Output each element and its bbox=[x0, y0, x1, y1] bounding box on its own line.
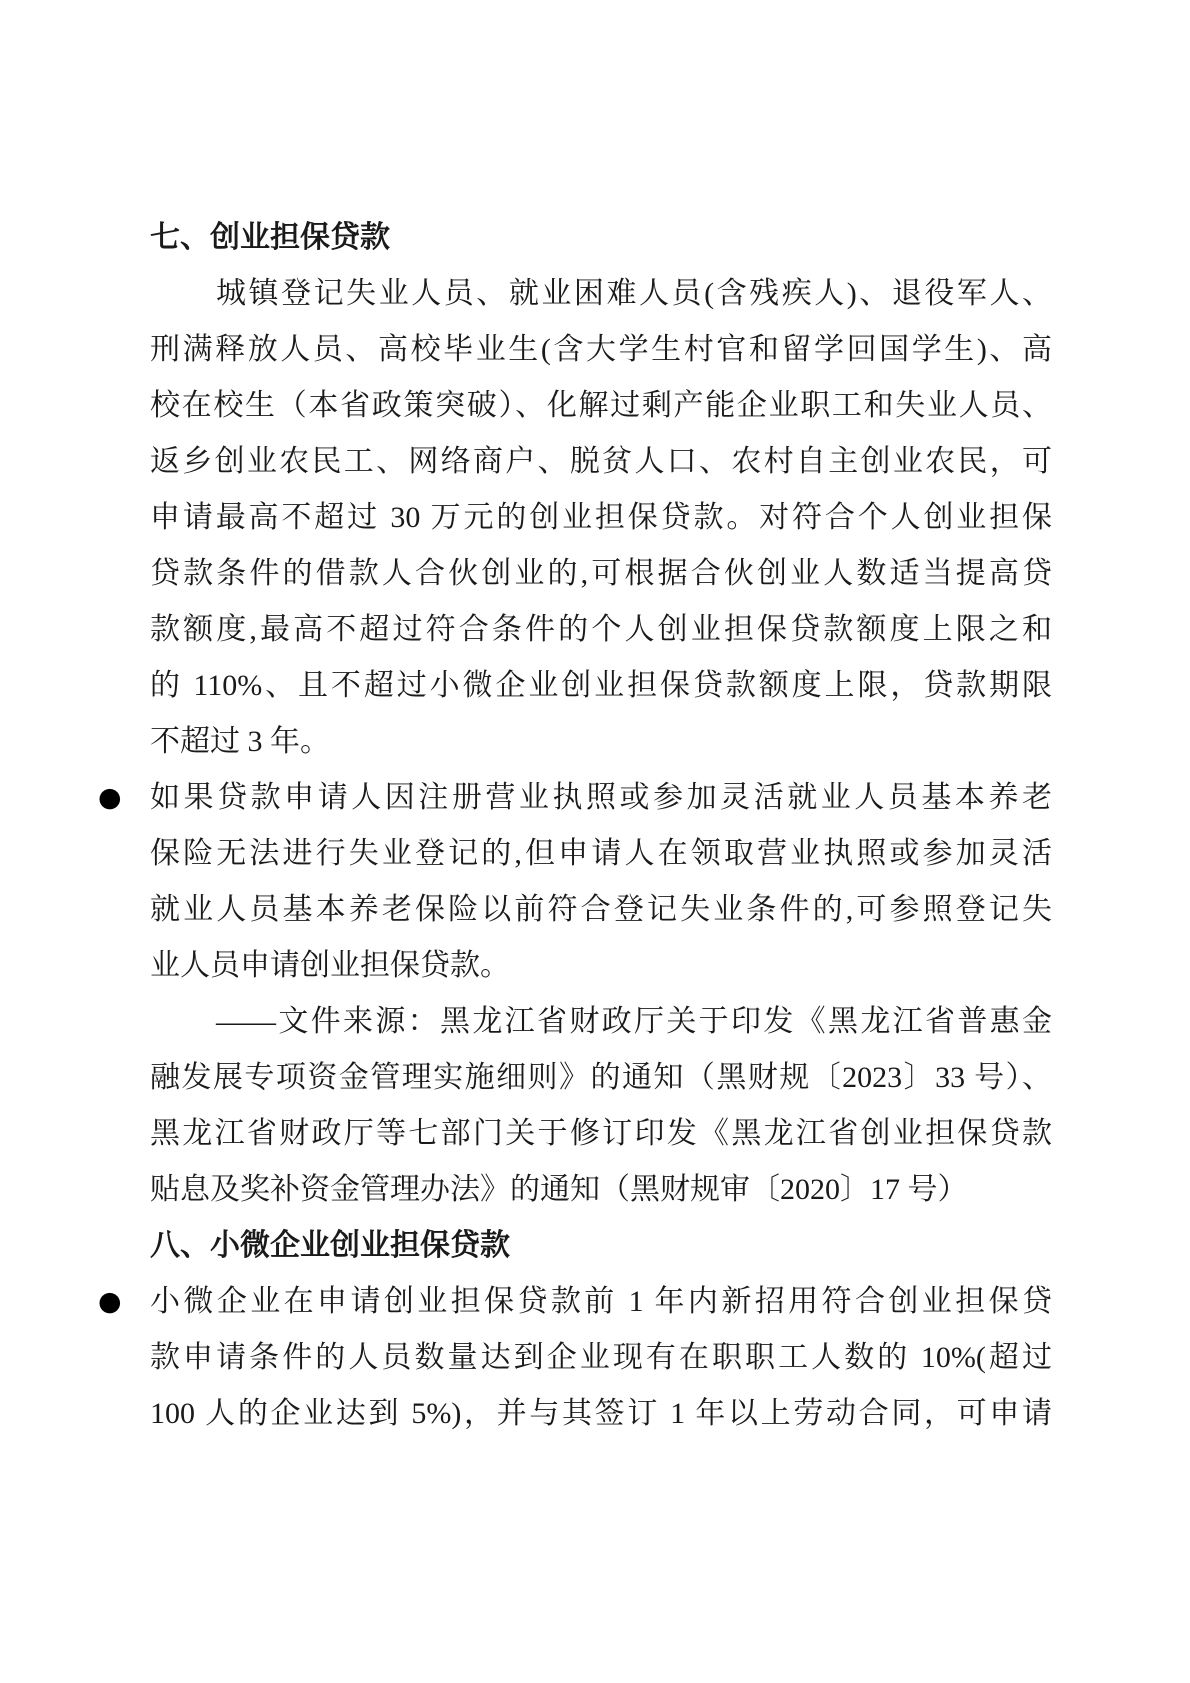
text-line: 八、小微企业创业担保贷款 bbox=[150, 1229, 510, 1262]
text-line: 校在校生（本省政策突破）、化解过剩产能企业职工和失业人员、 bbox=[150, 389, 1052, 422]
text-line: 黑龙江省财政厅等七部门关于修订印发《黑龙江省创业担保贷款 bbox=[150, 1117, 1052, 1150]
text-line: 不超过 3 年。 bbox=[150, 725, 330, 758]
text-line: 小微企业在申请创业担保贷款前 1 年内新招用符合创业担保贷 bbox=[150, 1285, 1052, 1318]
text-line: 就业人员基本养老保险以前符合登记失业条件的,可参照登记失 bbox=[150, 893, 1052, 926]
text-line: ——文件来源：黑龙江省财政厅关于印发《黑龙江省普惠金 bbox=[216, 1005, 1052, 1038]
section-heading-8 bbox=[150, 1218, 1052, 1274]
text-line: 刑满释放人员、高校毕业生(含大学生村官和留学回国学生)、高 bbox=[150, 333, 1052, 366]
text-line: 融发展专项资金管理实施细则》的通知（黑财规〔2023〕33 号）、 bbox=[150, 1061, 1052, 1094]
text-line: 七、创业担保贷款 bbox=[150, 221, 390, 254]
bullet-icon: ● bbox=[98, 1286, 122, 1317]
paragraph-personal-loan bbox=[150, 266, 1052, 770]
text-line: 100 人的企业达到 5%)，并与其签订 1 年以上劳动合同，可申请 bbox=[150, 1397, 1052, 1430]
text-line: 申请最高不超过 30 万元的创业担保贷款。对符合个人创业担保 bbox=[150, 501, 1052, 534]
text-line: 款额度,最高不超过符合条件的个人创业担保贷款额度上限之和 bbox=[150, 613, 1052, 646]
text-line: 业人员申请创业担保贷款。 bbox=[150, 949, 510, 982]
text-line: 城镇登记失业人员、就业困难人员(含残疾人)、退役军人、 bbox=[216, 277, 1052, 310]
bullet-icon: ● bbox=[98, 782, 122, 813]
bullet-item-unemployment-registration bbox=[98, 770, 1052, 994]
bullet-item-small-enterprise bbox=[98, 1274, 1052, 1442]
text-line: 款申请条件的人员数量达到企业现有在职职工人数的 10%(超过 bbox=[150, 1341, 1052, 1374]
page-content bbox=[98, 210, 1052, 1442]
text-line: 贷款条件的借款人合伙创业的,可根据合伙创业人数适当提高贷 bbox=[150, 557, 1052, 590]
text-line: 贴息及奖补资金管理办法》的通知（黑财规审〔2020〕17 号） bbox=[150, 1173, 968, 1206]
text-line: 如果贷款申请人因注册营业执照或参加灵活就业人员基本养老 bbox=[150, 781, 1052, 814]
section-heading-7 bbox=[150, 210, 1052, 266]
text-line: 保险无法进行失业登记的,但申请人在领取营业执照或参加灵活 bbox=[150, 837, 1052, 870]
text-line: 返乡创业农民工、网络商户、脱贫人口、农村自主创业农民，可 bbox=[150, 445, 1052, 478]
text-line: 的 110%、且不超过小微企业创业担保贷款额度上限，贷款期限 bbox=[150, 669, 1052, 702]
paragraph-document-source bbox=[150, 994, 1052, 1218]
